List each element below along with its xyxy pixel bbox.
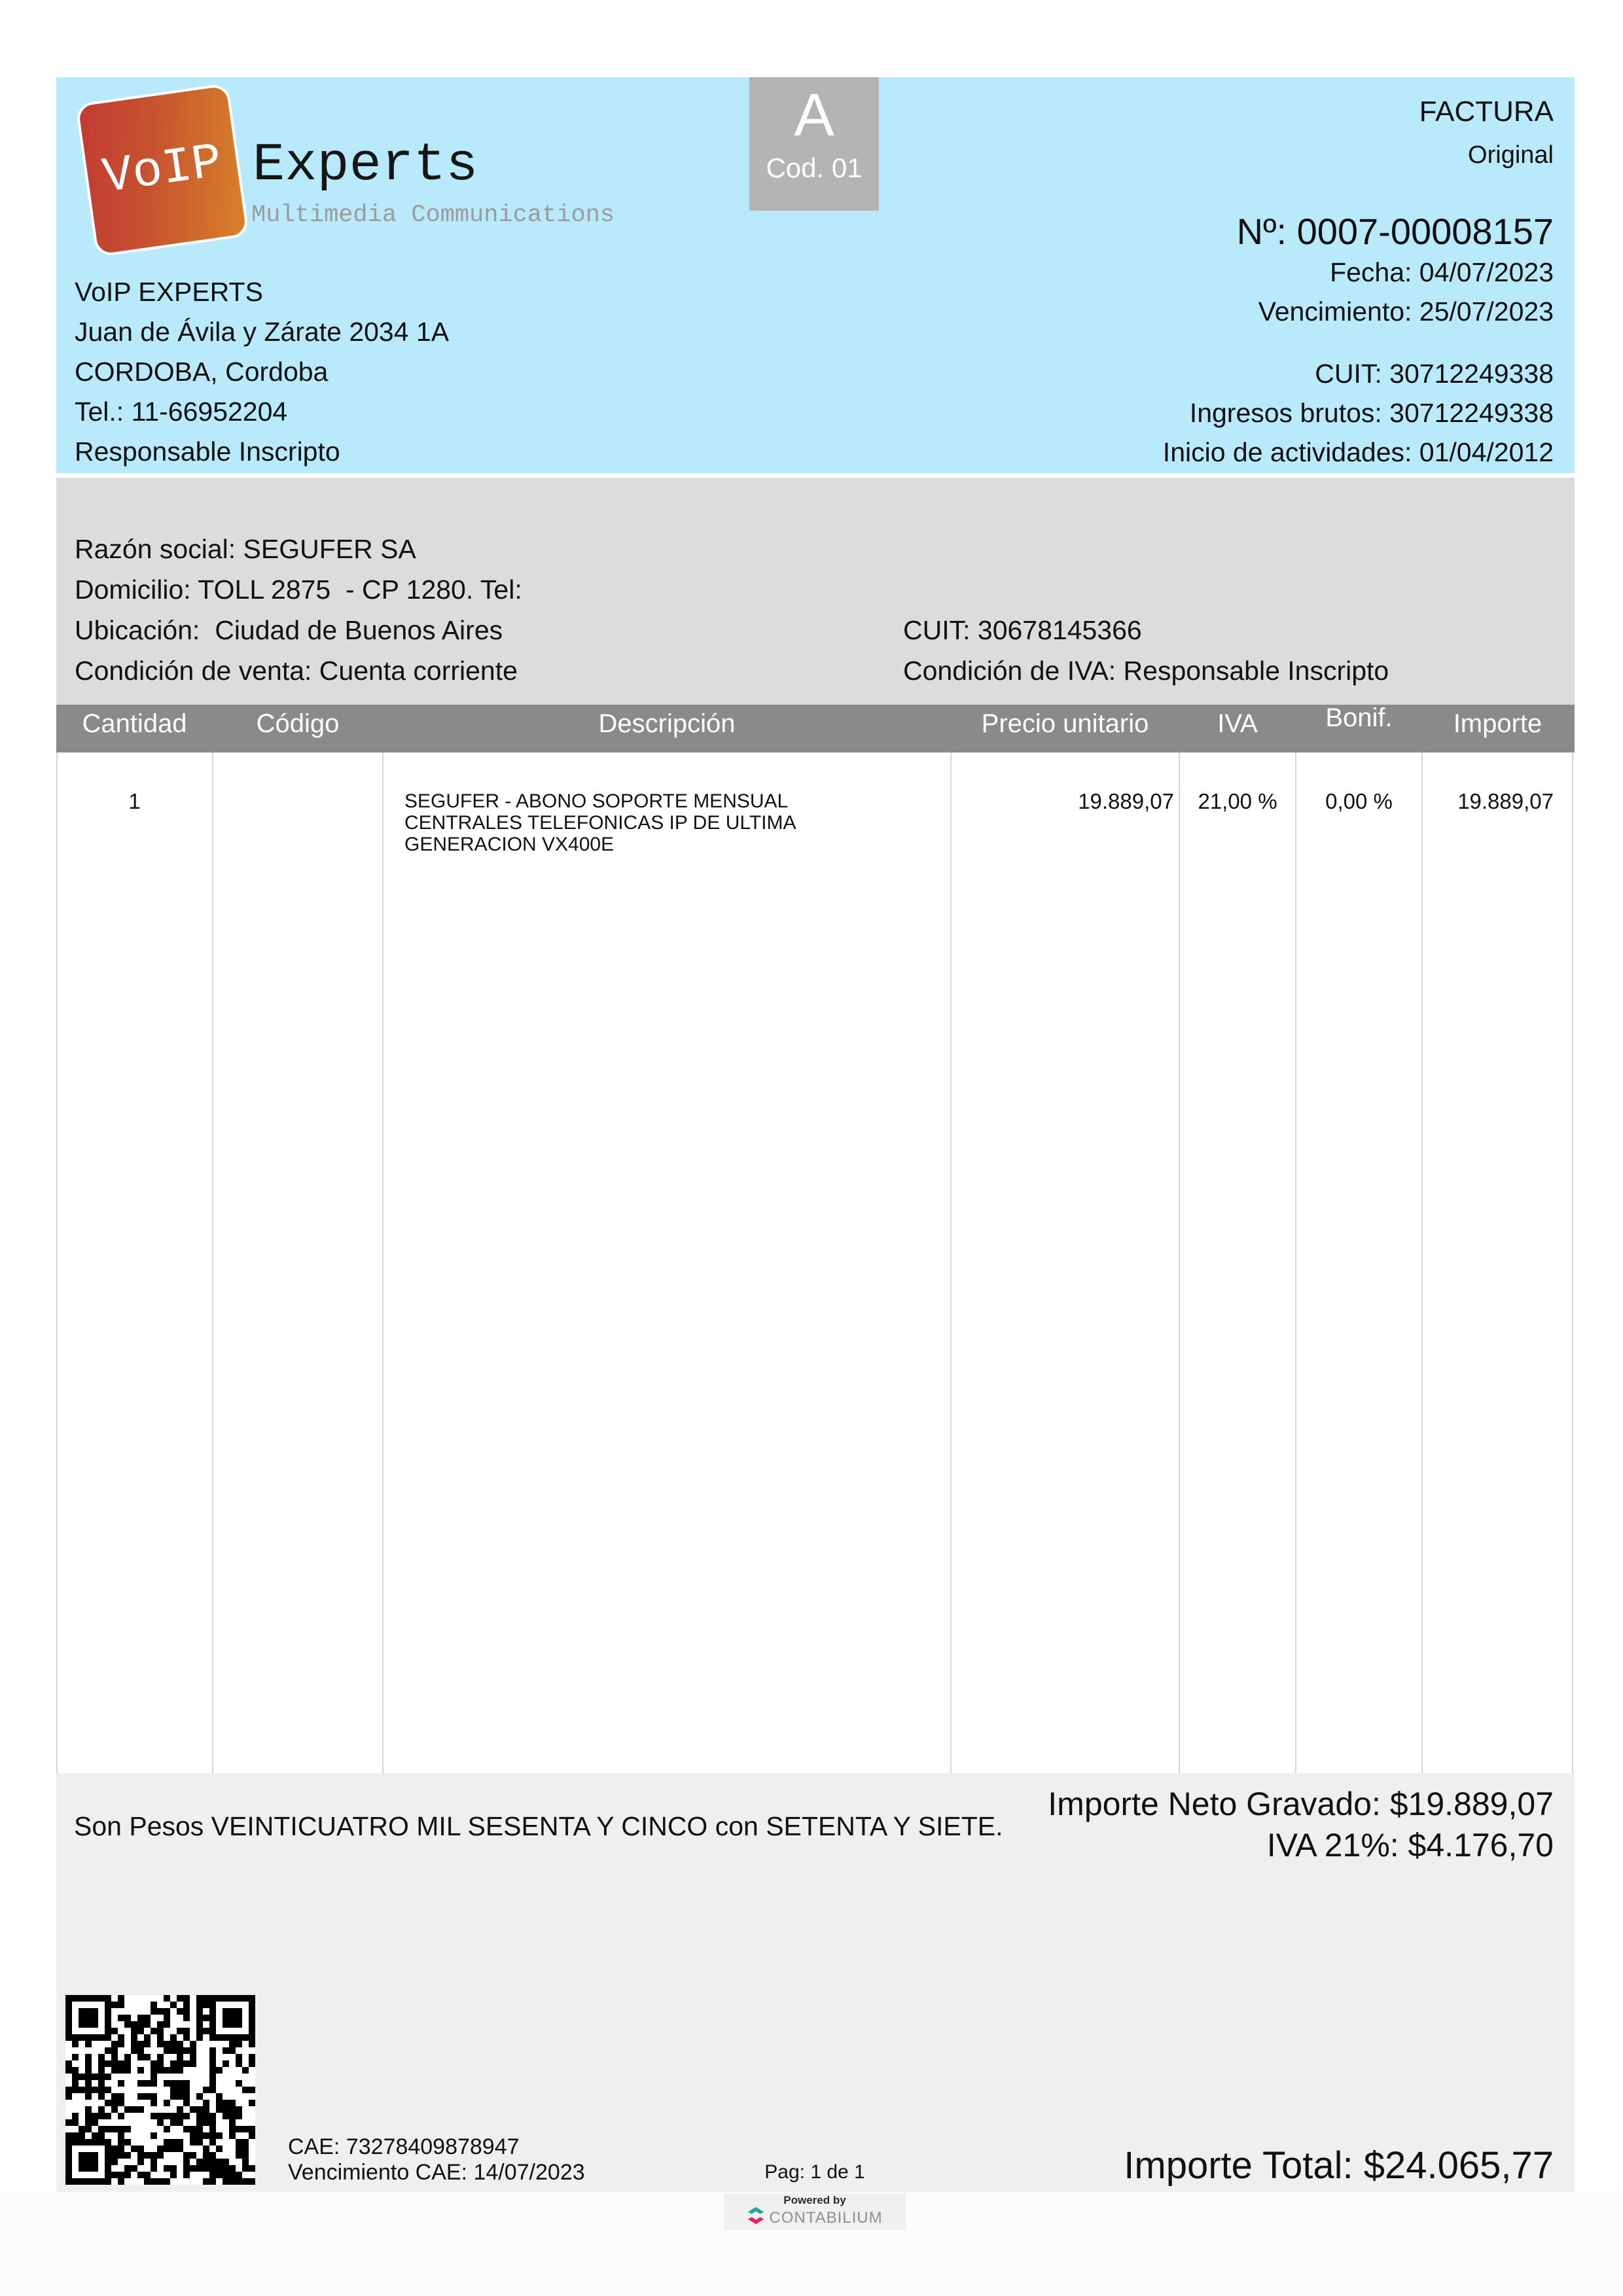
logo-experts-text: Experts	[253, 135, 478, 196]
seller-gross-income: Ingresos brutos: 30712249338	[1189, 398, 1554, 428]
row-cantidad: 1	[128, 789, 141, 813]
seller-address: Juan de Ávila y Zárate 2034 1A	[75, 317, 450, 347]
doc-title: FACTURA	[1419, 96, 1554, 128]
seller-activity-start: Inicio de actividades: 01/04/2012	[1162, 437, 1554, 467]
column-divider	[382, 752, 383, 1773]
powered-by-box	[724, 2193, 906, 2230]
doc-number: Nº: 0007-00008157	[1236, 211, 1554, 252]
invoice-letter: A	[794, 82, 834, 149]
seller-name: VoIP EXPERTS	[75, 277, 263, 307]
row-descripcion	[404, 790, 863, 855]
descripcion-line: GENERACION VX400E	[404, 834, 615, 855]
row-precio-unitario: 19.889,07	[1078, 789, 1174, 813]
cae-number: CAE: 73278409878947	[288, 2134, 520, 2159]
col-header-descripcion: Descripción	[598, 709, 736, 738]
qr-code	[65, 1995, 255, 2185]
descripcion-line: SEGUFER - ABONO SOPORTE MENSUAL	[404, 790, 789, 812]
doc-copy-type: Original	[1468, 141, 1554, 169]
customer-condicion-iva: Condición de IVA: Responsable Inscripto	[903, 656, 1389, 686]
seller-tax-status: Responsable Inscripto	[75, 436, 340, 467]
importe-neto-gravado: Importe Neto Gravado: $19.889,07	[1048, 1786, 1554, 1822]
seller-phone: Tel.: 11-66952204	[75, 397, 288, 427]
logo-voip-text: VoIP	[99, 133, 226, 207]
row-bonif: 0,00 %	[1325, 789, 1393, 813]
col-header-bonif: Bonif.	[1325, 703, 1393, 732]
customer-ubicacion: Ubicación: Ciudad de Buenos Aires	[75, 615, 503, 645]
customer-condicion-venta: Condición de venta: Cuenta corriente	[75, 656, 518, 686]
column-divider	[1295, 752, 1296, 1773]
iva-21-total: IVA 21%: $4.176,70	[1266, 1827, 1554, 1863]
col-header-precio-unitario: Precio unitario	[981, 709, 1149, 738]
row-importe: 19.889,07	[1457, 789, 1554, 813]
col-header-importe: Importe	[1453, 709, 1543, 738]
col-header-cantidad: Cantidad	[82, 709, 187, 738]
amount-in-words: Son Pesos VEINTICUATRO MIL SESENTA Y CINCO con SETENTA Y SIETE.	[74, 1811, 1003, 1841]
importe-total: Importe Total: $24.065,77	[1124, 2144, 1554, 2187]
voip-logo-icon	[75, 83, 250, 258]
col-header-codigo: Código	[256, 709, 340, 738]
seller-city: CORDOBA, Cordoba	[75, 357, 329, 387]
row-iva: 21,00 %	[1198, 789, 1277, 813]
contabilium-icon	[747, 2206, 765, 2229]
powered-by-label: Powered by	[783, 2194, 846, 2206]
logo-tagline: Multimedia Communications	[251, 202, 615, 229]
column-divider	[950, 752, 952, 1773]
page-indicator: Pag: 1 de 1	[764, 2161, 865, 2183]
contabilium-brand-text: CONTABILIUM	[769, 2208, 883, 2227]
doc-date: Fecha: 04/07/2023	[1330, 257, 1554, 287]
customer-cuit: CUIT: 30678145366	[903, 615, 1142, 645]
descripcion-line: CENTRALES TELEFONICAS IP DE ULTIMA	[404, 812, 796, 834]
column-divider	[1421, 752, 1423, 1773]
cae-due-date: Vencimiento CAE: 14/07/2023	[288, 2160, 585, 2185]
doc-due-date: Vencimiento: 25/07/2023	[1258, 296, 1554, 327]
table-body	[56, 752, 1573, 1773]
column-divider	[1179, 752, 1180, 1773]
customer-razon-social: Razón social: SEGUFER SA	[75, 534, 416, 564]
brand-row	[747, 2206, 882, 2229]
col-header-iva: IVA	[1217, 709, 1258, 738]
invoice-letter-code: Cod. 01	[766, 152, 863, 183]
seller-cuit: CUIT: 30712249338	[1315, 359, 1554, 389]
customer-domicilio: Domicilio: TOLL 2875 - CP 1280. Tel:	[75, 574, 522, 605]
column-divider	[212, 752, 213, 1773]
